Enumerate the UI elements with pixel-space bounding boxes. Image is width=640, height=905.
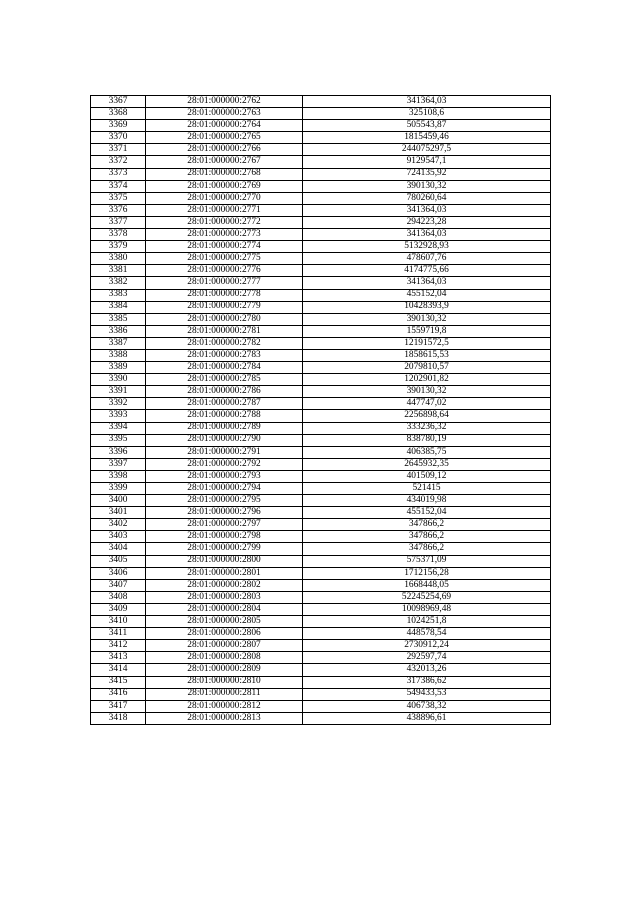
cadastral-number-cell: 28:01:000000:2775 [146, 253, 303, 265]
value-cell: 4174775,66 [303, 265, 551, 277]
table-row [91, 616, 551, 628]
row-number-cell: 3395 [91, 434, 146, 446]
cadastral-number-cell: 28:01:000000:2776 [146, 265, 303, 277]
cadastral-number-cell: 28:01:000000:2762 [146, 96, 303, 108]
row-number-cell: 3367 [91, 96, 146, 108]
cadastral-number-cell: 28:01:000000:2785 [146, 374, 303, 386]
row-number-cell: 3382 [91, 277, 146, 289]
value-cell: 406385,75 [303, 446, 551, 458]
value-cell: 1815459,46 [303, 132, 551, 144]
table-row [91, 567, 551, 579]
table-row [91, 628, 551, 640]
table-row [91, 289, 551, 301]
value-cell: 292597,74 [303, 652, 551, 664]
cadastral-number-cell: 28:01:000000:2806 [146, 628, 303, 640]
row-number-cell: 3373 [91, 168, 146, 180]
value-cell: 521415 [303, 483, 551, 495]
value-cell: 406738,32 [303, 700, 551, 712]
table-row [91, 652, 551, 664]
value-cell: 52245254,69 [303, 591, 551, 603]
cadastral-number-cell: 28:01:000000:2770 [146, 192, 303, 204]
cadastral-number-cell: 28:01:000000:2797 [146, 519, 303, 531]
cadastral-number-cell: 28:01:000000:2795 [146, 495, 303, 507]
table-row [91, 192, 551, 204]
cadastral-number-cell: 28:01:000000:2774 [146, 241, 303, 253]
row-number-cell: 3383 [91, 289, 146, 301]
cadastral-number-cell: 28:01:000000:2799 [146, 543, 303, 555]
row-number-cell: 3388 [91, 349, 146, 361]
table-row [91, 132, 551, 144]
value-cell: 1559719,8 [303, 325, 551, 337]
cadastral-number-cell: 28:01:000000:2765 [146, 132, 303, 144]
value-cell: 244075297,5 [303, 144, 551, 156]
row-number-cell: 3398 [91, 470, 146, 482]
value-cell: 317386,62 [303, 676, 551, 688]
row-number-cell: 3379 [91, 241, 146, 253]
value-cell: 347866,2 [303, 531, 551, 543]
value-cell: 2079810,57 [303, 362, 551, 374]
value-cell: 347866,2 [303, 519, 551, 531]
table-row [91, 688, 551, 700]
table-row [91, 446, 551, 458]
row-number-cell: 3378 [91, 229, 146, 241]
table-row [91, 374, 551, 386]
data-table [90, 95, 551, 725]
cadastral-number-cell: 28:01:000000:2779 [146, 301, 303, 313]
value-cell: 2730912,24 [303, 640, 551, 652]
cadastral-number-cell: 28:01:000000:2810 [146, 676, 303, 688]
row-number-cell: 3391 [91, 386, 146, 398]
table-row [91, 325, 551, 337]
row-number-cell: 3390 [91, 374, 146, 386]
value-cell: 347866,2 [303, 543, 551, 555]
table-row [91, 458, 551, 470]
value-cell: 333236,32 [303, 422, 551, 434]
table-row [91, 362, 551, 374]
table-row [91, 398, 551, 410]
table-row [91, 216, 551, 228]
table-row [91, 470, 551, 482]
value-cell: 1712156,28 [303, 567, 551, 579]
value-cell: 455152,04 [303, 507, 551, 519]
row-number-cell: 3370 [91, 132, 146, 144]
value-cell: 341364,03 [303, 96, 551, 108]
table-row [91, 337, 551, 349]
cadastral-number-cell: 28:01:000000:2804 [146, 603, 303, 615]
row-number-cell: 3415 [91, 676, 146, 688]
cadastral-number-cell: 28:01:000000:2802 [146, 579, 303, 591]
cadastral-number-cell: 28:01:000000:2766 [146, 144, 303, 156]
row-number-cell: 3402 [91, 519, 146, 531]
row-number-cell: 3394 [91, 422, 146, 434]
cadastral-number-cell: 28:01:000000:2813 [146, 712, 303, 724]
row-number-cell: 3385 [91, 313, 146, 325]
table-row [91, 410, 551, 422]
row-number-cell: 3399 [91, 483, 146, 495]
value-cell: 10428393,9 [303, 301, 551, 313]
value-cell: 1858615,53 [303, 349, 551, 361]
row-number-cell: 3416 [91, 688, 146, 700]
value-cell: 434019,98 [303, 495, 551, 507]
cadastral-number-cell: 28:01:000000:2767 [146, 156, 303, 168]
value-cell: 505543,87 [303, 120, 551, 132]
cadastral-number-cell: 28:01:000000:2778 [146, 289, 303, 301]
cadastral-number-cell: 28:01:000000:2764 [146, 120, 303, 132]
cadastral-number-cell: 28:01:000000:2801 [146, 567, 303, 579]
table-row [91, 229, 551, 241]
cadastral-number-cell: 28:01:000000:2792 [146, 458, 303, 470]
cadastral-number-cell: 28:01:000000:2773 [146, 229, 303, 241]
cadastral-number-cell: 28:01:000000:2787 [146, 398, 303, 410]
cadastral-number-cell: 28:01:000000:2777 [146, 277, 303, 289]
row-number-cell: 3369 [91, 120, 146, 132]
value-cell: 294223,28 [303, 216, 551, 228]
cadastral-number-cell: 28:01:000000:2763 [146, 108, 303, 120]
cadastral-number-cell: 28:01:000000:2808 [146, 652, 303, 664]
table-row [91, 96, 551, 108]
value-cell: 390130,32 [303, 180, 551, 192]
row-number-cell: 3375 [91, 192, 146, 204]
row-number-cell: 3417 [91, 700, 146, 712]
value-cell: 478607,76 [303, 253, 551, 265]
row-number-cell: 3410 [91, 616, 146, 628]
cadastral-number-cell: 28:01:000000:2811 [146, 688, 303, 700]
table-row [91, 591, 551, 603]
table-row [91, 253, 551, 265]
value-cell: 390130,32 [303, 313, 551, 325]
value-cell: 448578,54 [303, 628, 551, 640]
cadastral-number-cell: 28:01:000000:2790 [146, 434, 303, 446]
cadastral-number-cell: 28:01:000000:2803 [146, 591, 303, 603]
cadastral-number-cell: 28:01:000000:2784 [146, 362, 303, 374]
cadastral-number-cell: 28:01:000000:2772 [146, 216, 303, 228]
table-row [91, 507, 551, 519]
table-row [91, 277, 551, 289]
table-row [91, 180, 551, 192]
row-number-cell: 3372 [91, 156, 146, 168]
row-number-cell: 3397 [91, 458, 146, 470]
row-number-cell: 3377 [91, 216, 146, 228]
cadastral-number-cell: 28:01:000000:2781 [146, 325, 303, 337]
row-number-cell: 3404 [91, 543, 146, 555]
table-row [91, 265, 551, 277]
row-number-cell: 3400 [91, 495, 146, 507]
row-number-cell: 3392 [91, 398, 146, 410]
table-row [91, 156, 551, 168]
table-row [91, 579, 551, 591]
table-row [91, 349, 551, 361]
table-row [91, 519, 551, 531]
row-number-cell: 3384 [91, 301, 146, 313]
cadastral-number-cell: 28:01:000000:2786 [146, 386, 303, 398]
row-number-cell: 3418 [91, 712, 146, 724]
cadastral-number-cell: 28:01:000000:2780 [146, 313, 303, 325]
table-row [91, 386, 551, 398]
value-cell: 1024251,8 [303, 616, 551, 628]
row-number-cell: 3386 [91, 325, 146, 337]
table-row [91, 700, 551, 712]
value-cell: 341364,03 [303, 277, 551, 289]
row-number-cell: 3407 [91, 579, 146, 591]
cadastral-number-cell: 28:01:000000:2809 [146, 664, 303, 676]
value-cell: 325108,6 [303, 108, 551, 120]
table-row [91, 108, 551, 120]
cadastral-number-cell: 28:01:000000:2791 [146, 446, 303, 458]
value-cell: 438896,61 [303, 712, 551, 724]
value-cell: 10098969,48 [303, 603, 551, 615]
table-row [91, 422, 551, 434]
table-row [91, 313, 551, 325]
value-cell: 549433,53 [303, 688, 551, 700]
value-cell: 9129547,1 [303, 156, 551, 168]
table-row [91, 120, 551, 132]
value-cell: 432013,26 [303, 664, 551, 676]
value-cell: 724135,92 [303, 168, 551, 180]
cadastral-number-cell: 28:01:000000:2794 [146, 483, 303, 495]
value-cell: 2256898,64 [303, 410, 551, 422]
value-cell: 575371,09 [303, 555, 551, 567]
row-number-cell: 3405 [91, 555, 146, 567]
table-row [91, 434, 551, 446]
cadastral-number-cell: 28:01:000000:2805 [146, 616, 303, 628]
table-row [91, 168, 551, 180]
row-number-cell: 3374 [91, 180, 146, 192]
table-row [91, 640, 551, 652]
row-number-cell: 3389 [91, 362, 146, 374]
value-cell: 455152,04 [303, 289, 551, 301]
value-cell: 401509,12 [303, 470, 551, 482]
value-cell: 390130,32 [303, 386, 551, 398]
table-row [91, 241, 551, 253]
table-row [91, 204, 551, 216]
row-number-cell: 3408 [91, 591, 146, 603]
table-row [91, 676, 551, 688]
table-row [91, 603, 551, 615]
cadastral-number-cell: 28:01:000000:2771 [146, 204, 303, 216]
row-number-cell: 3376 [91, 204, 146, 216]
cadastral-number-cell: 28:01:000000:2789 [146, 422, 303, 434]
value-cell: 838780,19 [303, 434, 551, 446]
row-number-cell: 3414 [91, 664, 146, 676]
table-row [91, 144, 551, 156]
cadastral-number-cell: 28:01:000000:2807 [146, 640, 303, 652]
table-row [91, 543, 551, 555]
value-cell: 5132928,93 [303, 241, 551, 253]
table-row [91, 483, 551, 495]
cadastral-number-cell: 28:01:000000:2812 [146, 700, 303, 712]
table-row [91, 495, 551, 507]
cadastral-number-cell: 28:01:000000:2798 [146, 531, 303, 543]
row-number-cell: 3413 [91, 652, 146, 664]
row-number-cell: 3368 [91, 108, 146, 120]
table-row [91, 531, 551, 543]
row-number-cell: 3380 [91, 253, 146, 265]
value-cell: 1668448,05 [303, 579, 551, 591]
table-row [91, 712, 551, 724]
row-number-cell: 3401 [91, 507, 146, 519]
row-number-cell: 3409 [91, 603, 146, 615]
table-row [91, 664, 551, 676]
row-number-cell: 3396 [91, 446, 146, 458]
cadastral-number-cell: 28:01:000000:2800 [146, 555, 303, 567]
table-row [91, 301, 551, 313]
cadastral-number-cell: 28:01:000000:2796 [146, 507, 303, 519]
row-number-cell: 3381 [91, 265, 146, 277]
row-number-cell: 3406 [91, 567, 146, 579]
value-cell: 1202901,82 [303, 374, 551, 386]
row-number-cell: 3387 [91, 337, 146, 349]
value-cell: 2645932,35 [303, 458, 551, 470]
cadastral-number-cell: 28:01:000000:2783 [146, 349, 303, 361]
value-cell: 341364,03 [303, 229, 551, 241]
cadastral-number-cell: 28:01:000000:2768 [146, 168, 303, 180]
cadastral-number-cell: 28:01:000000:2793 [146, 470, 303, 482]
value-cell: 780260,64 [303, 192, 551, 204]
row-number-cell: 3403 [91, 531, 146, 543]
cadastral-number-cell: 28:01:000000:2769 [146, 180, 303, 192]
table-body [91, 96, 551, 725]
value-cell: 447747,02 [303, 398, 551, 410]
cadastral-number-cell: 28:01:000000:2782 [146, 337, 303, 349]
cadastral-number-cell: 28:01:000000:2788 [146, 410, 303, 422]
row-number-cell: 3371 [91, 144, 146, 156]
table-row [91, 555, 551, 567]
value-cell: 341364,03 [303, 204, 551, 216]
row-number-cell: 3412 [91, 640, 146, 652]
row-number-cell: 3393 [91, 410, 146, 422]
value-cell: 12191572,5 [303, 337, 551, 349]
row-number-cell: 3411 [91, 628, 146, 640]
